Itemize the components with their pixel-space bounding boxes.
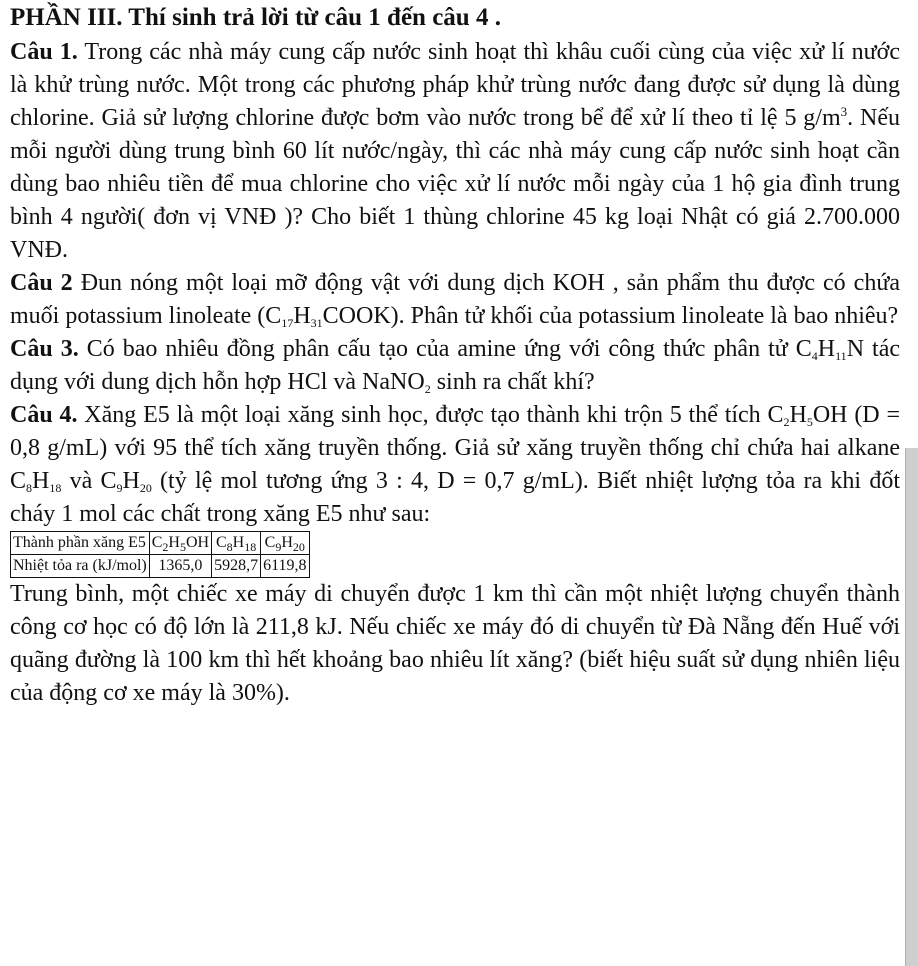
formula-sub: 17 (281, 316, 294, 330)
table-row-label: Nhiệt tỏa ra (kJ/mol) (11, 555, 150, 578)
formula-sub: 2 (424, 382, 431, 396)
question-1-text: Trong các nhà máy cung cấp nước sinh hoạt thì khâu cuối cùng của việc xử lí nước là khử trùng nước. Một trong các phương pháp khử trùng nước đang được sử dụng là dùng chlorine. Giả sử lượng chlorine được bơm vào nước trong bể để xử lí theo tỉ lệ 5 g/m (10, 39, 901, 131)
formula-part: H (293, 303, 311, 329)
formula-part: H (789, 402, 807, 428)
formula-sub: 11 (835, 349, 847, 363)
table-cell-formula: $C_9H_{20}$ (261, 532, 309, 555)
document-page (10, 0, 900, 710)
table-row (11, 532, 310, 555)
question-4 (10, 399, 900, 531)
table-cell-value: 6119,8 (261, 555, 309, 578)
question-1-sup: 3 (840, 104, 848, 119)
formula-sub: 31 (310, 316, 323, 330)
question-2 (10, 267, 900, 333)
table-cell-value: 5928,7 (212, 555, 261, 578)
question-4-label: Câu 4. (10, 402, 78, 428)
scrollbar[interactable] (905, 448, 918, 966)
question-1 (10, 36, 900, 267)
question-4-continuation: Trung bình, một chiếc xe máy di chuyển được 1 km thì cần một nhiệt lượng chuyển thành công cơ học có độ lớn là 211,8 kJ. Nếu chiếc xe máy đó di chuyển từ Đà Nẵng đến Huế với quãng đường là 100 km thì hết khoảng bao nhiêu lít xăng? (biết hiệu suất sử dụng nhiên liệu của động cơ xe máy là 30%). (10, 581, 900, 706)
question-3-text-end: sinh ra chất khí? (430, 369, 595, 395)
formula-sub: 9 (116, 481, 123, 495)
section-heading: PHẦN III. Thí sinh trả lời từ câu 1 đến câu 4 . (10, 4, 501, 31)
table-cell-value: 1365,0 (149, 555, 211, 578)
question-2-label: Câu 2 (10, 270, 73, 296)
question-1-text-cont: . Nếu mỗi người dùng trung bình 60 lít nước/ngày, thì các nhà máy cung cấp nước sinh hoạt cần dùng bao nhiêu tiền để mua chlorine cho việc xử lí nước mỗi ngày của 1 hộ gia đình trung bình 4 người( đơn vị VNĐ )? Cho biết 1 thùng chlorine 45 kg loại Nhật có giá 2.700.000 VNĐ. (10, 105, 901, 263)
question-4-text-cont: OH (D = 0,8 g/mL) với 95 thể tích xăng truyền thống. Giả sử xăng truyền thống chỉ chứa hai alkane C (10, 402, 900, 494)
question-4-text: Xăng E5 là một loại xăng sinh học, được tạo thành khi trộn 5 thể tích C (77, 402, 784, 428)
heat-table (10, 531, 310, 578)
question-3 (10, 333, 900, 399)
formula-sub: 2 (783, 415, 790, 429)
question-3-text: Có bao nhiêu đồng phân cấu tạo của amine ứng với công thức phân tử C (78, 336, 812, 362)
table-cell-formula: $C_8H_{18}$ (212, 532, 261, 555)
formula-part: H (122, 468, 140, 494)
formula-sub: 18 (49, 481, 62, 495)
table-row-label: Thành phần xăng E5 (11, 532, 150, 555)
table-row (11, 555, 310, 578)
question-4-text-end: (tỷ lệ mol tương ứng 3 : 4, D = 0,7 g/mL). Biết nhiệt lượng tỏa ra khi đốt cháy 1 mol các chất trong xăng E5 như sau: (10, 468, 900, 527)
question-3-label: Câu 3. (10, 336, 79, 362)
formula-part: H (817, 336, 836, 362)
question-2-text-cont: COOK). Phân tử khối của potassium linoleate là bao nhiêu? (322, 303, 899, 329)
formula-sub: 8 (26, 481, 33, 495)
formula-part: H (32, 468, 50, 494)
question-4-text-and: và C (61, 468, 117, 494)
question-2-text: Đun nóng một loại mỡ động vật với dung dịch KOH , sản phẩm thu được có chứa muối potassium linoleate (C (10, 270, 900, 329)
table-cell-formula: $C_2H_5OH$ (149, 532, 211, 555)
formula-sub: 5 (806, 415, 813, 429)
formula-sub: 4 (811, 349, 818, 363)
formula-sub: 20 (139, 481, 152, 495)
question-1-label: Câu 1. (10, 39, 78, 65)
question-3-text-cont: N tác dụng với dung dịch hỗn hợp HCl và NaNO (10, 336, 901, 395)
